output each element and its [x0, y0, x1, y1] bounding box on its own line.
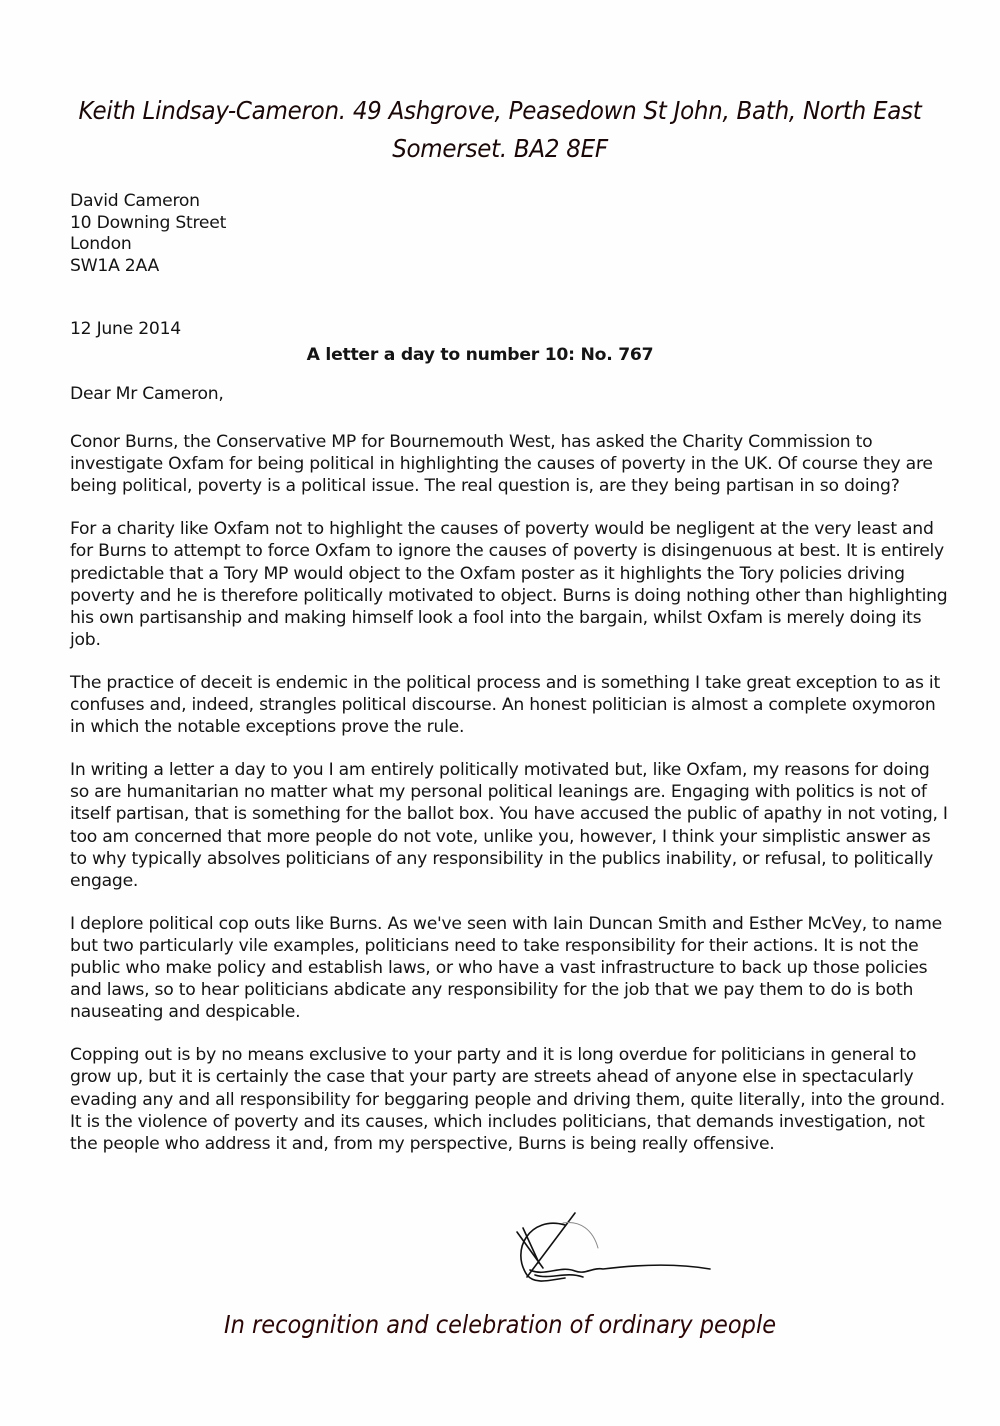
- body-paragraph: Conor Burns, the Conservative MP for Bournemouth West, has asked the Charity Commission to investigate Oxfam for being political in highlighting the causes of poverty in the UK. Of course they are being political, poverty is a political issue. The real question is, are they being partisan in so doing?: [70, 432, 933, 497]
- salutation: Dear Mr Cameron,: [70, 384, 224, 404]
- body-paragraph: Copping out is by no means exclusive to your party and it is long overdue for politicians in general to grow up, but it is certainly the case that your party are streets ahead of anyone else in spectacularly evading any and all responsibility for beggaring people and driving them, quite literally, into the ground. It is the violence of poverty and its causes, which includes politicians, that demands investigation, not the people who address it and, from my perspective, Burns is being really offensive.: [70, 1045, 945, 1154]
- body-paragraph: For a charity like Oxfam not to highlight the causes of poverty would be negligent at the very least and for Burns to attempt to force Oxfam to ignore the causes of poverty is disingenuous at best. It is entirely predictable that a Tory MP would object to the Oxfam poster as it highlights the Tory policies driving poverty and he is therefore politically motivated to object. Burns is doing nothing other than highlighting his own partisanship and making himself look a fool into the bargain, whilst Oxfam is merely doing its job.: [70, 519, 948, 651]
- letter-subject: A letter a day to number 10: No. 767: [306, 345, 654, 365]
- letterhead: [77, 92, 923, 168]
- body-paragraph: The practice of deceit is endemic in the political process and is something I take great exception to as it confuses and, indeed, strangles political discourse. An honest politician is almost a complete oxymoron in which the notable exceptions prove the rule.: [70, 672, 940, 738]
- letterhead-sender-line-1: Keith Lindsay-Cameron. 49 Ashgrove, Peasedown St John, Bath, North East: [78, 96, 922, 125]
- footer-motto: In recognition and celebration of ordinary people: [223, 1310, 777, 1339]
- body-paragraph: In writing a letter a day to you I am entirely politically motivated but, like Oxfam, my reasons for doing so are humanitarian no matter what my personal political leanings are. Engaging with politics is not of itself partisan, that is something for the ballot box. You have accused the public of apathy in not voting, I too am concerned that more people do not vote, unlike you, however, I think your simplistic answer as to why typically absolves politicians of any responsibility in the publics inability, or refusal, to politically engage.: [70, 759, 948, 891]
- recipient-name: David Cameron: [70, 191, 200, 211]
- recipient-street: 10 Downing Street: [70, 212, 227, 233]
- letterhead-sender-line-2: Somerset. BA2 8EF: [392, 134, 608, 163]
- body-paragraph: I deplore political cop outs like Burns. As we've seen with Iain Duncan Smith and Esther McVey, to name but two particularly vile examples, politicians need to take responsibility for their actions. It is not the public who make policy and establish laws, or who have a vast infrastructure to back up those policies and laws, so to hear politicians abdicate any responsibility for the job that we pay them to do is both nauseating and despicable.: [70, 913, 942, 1023]
- letter-date: 12 June 2014: [70, 319, 181, 339]
- recipient-city: London: [70, 234, 132, 255]
- recipient-address: [70, 191, 226, 277]
- recipient-postcode: SW1A 2AA: [70, 255, 159, 276]
- signature-icon: [505, 1205, 715, 1290]
- letter-body: [70, 431, 950, 1176]
